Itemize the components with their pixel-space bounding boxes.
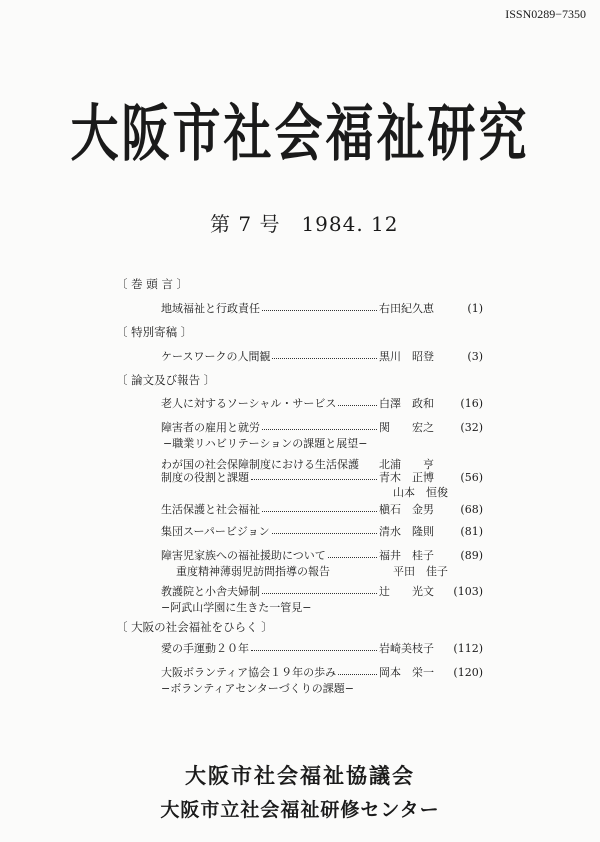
entry-author: 右田紀久恵 <box>379 302 434 315</box>
publisher-name-secondary: 大阪市立社会福祉研修センター <box>160 799 440 821</box>
entry-author: 槇石 金男 <box>379 503 434 516</box>
toc-entry-continued <box>161 471 483 484</box>
entry-author: 黒川 昭登 <box>379 350 434 363</box>
toc-entry[interactable] <box>161 525 483 538</box>
entry-page: (120) <box>453 666 483 679</box>
entry-page: (32) <box>460 421 483 434</box>
leader-dots <box>272 533 377 534</box>
entry-title: 障害児家族への福祉援助について <box>161 549 326 562</box>
toc-entry[interactable] <box>161 350 483 363</box>
entry-author: 辻 光文 <box>379 585 434 598</box>
entry-title: 愛の手運動２０年 <box>161 642 249 655</box>
issn-number: ISSN0289−7350 <box>505 7 586 21</box>
entry-author: 関 宏之 <box>379 421 434 434</box>
entry-title: 教護院と小舎夫婦制 <box>161 585 260 598</box>
entry-author: 青木 正博 <box>379 471 434 484</box>
entry-title: 生活保護と社会福祉 <box>161 503 260 516</box>
entry-author: 平田 佳子 <box>393 565 448 578</box>
entry-author: 北浦 亨 <box>379 458 434 471</box>
entry-page: (68) <box>460 503 483 516</box>
toc-entry[interactable] <box>161 585 483 598</box>
leader-dots <box>251 650 377 651</box>
entry-page: (16) <box>460 397 483 410</box>
section-heading: 〔 巻 頭 言 〕 <box>116 277 189 291</box>
entry-author: 清水 隆則 <box>379 525 434 538</box>
leader-dots <box>272 358 377 359</box>
entry-author: 岩崎美枝子 <box>379 642 434 655</box>
entry-page: (3) <box>467 350 483 363</box>
entry-author: 岡本 栄一 <box>379 666 434 679</box>
entry-title: 老人に対するソーシャル・サービス <box>161 397 337 410</box>
entry-author: 山本 恒俊 <box>393 486 448 499</box>
section-heading: 〔 特別寄稿 〕 <box>116 325 193 339</box>
leader-dots <box>262 593 377 594</box>
section-heading: 〔 大阪の社会福祉をひらく 〕 <box>116 620 273 634</box>
entry-subtitle: 重度精神薄弱児訪問指導の報告 <box>176 565 330 578</box>
entry-title: 障害者の雇用と就労 <box>161 421 260 434</box>
leader-dots <box>251 479 377 480</box>
issue-number: 第 7 号 1984. 12 <box>210 212 399 236</box>
leader-dots <box>262 429 377 430</box>
entry-author: 白澤 政和 <box>379 397 434 410</box>
entry-page: (103) <box>453 585 483 598</box>
entry-subtitle: −ボランティアセンターづくりの課題− <box>161 682 355 695</box>
leader-dots <box>328 557 377 558</box>
leader-dots <box>338 674 377 675</box>
leader-dots <box>262 511 377 512</box>
publisher-name: 大阪市社会福祉協議会 <box>185 764 415 788</box>
entry-page: (81) <box>460 525 483 538</box>
toc-entry[interactable] <box>161 397 483 410</box>
entry-page: (1) <box>467 302 483 315</box>
entry-title: わが国の社会保障制度における生活保護 <box>161 458 359 471</box>
entry-author: 福井 桂子 <box>379 549 434 562</box>
leader-dots <box>262 310 377 311</box>
entry-title: ケースワークの人間観 <box>161 350 271 363</box>
entry-page: (89) <box>460 549 483 562</box>
entry-title: 大阪ボランティア協会１９年の歩み <box>161 666 337 679</box>
journal-title: 大阪市社会福祉研究 <box>70 98 530 170</box>
leader-dots <box>338 405 377 406</box>
toc-entry[interactable] <box>161 666 483 679</box>
toc-entry[interactable] <box>161 549 483 562</box>
toc-entry[interactable] <box>161 642 483 655</box>
entry-title-continued: 制度の役割と課題 <box>161 471 249 484</box>
toc-entry[interactable] <box>161 503 483 516</box>
entry-title: 集団スーパービジョン <box>161 525 270 538</box>
entry-page: (112) <box>453 642 483 655</box>
entry-page: (56) <box>460 471 483 484</box>
toc-entry[interactable] <box>161 302 483 315</box>
section-heading: 〔 論文及び報告 〕 <box>116 373 216 387</box>
toc-entry[interactable] <box>161 458 483 471</box>
entry-subtitle: −職業リハビリテーションの課題と展望− <box>163 437 368 450</box>
entry-subtitle: −阿武山学園に生きた一管見− <box>161 601 312 614</box>
toc-entry[interactable] <box>161 421 483 434</box>
entry-title: 地域福祉と行政責任 <box>161 302 260 315</box>
